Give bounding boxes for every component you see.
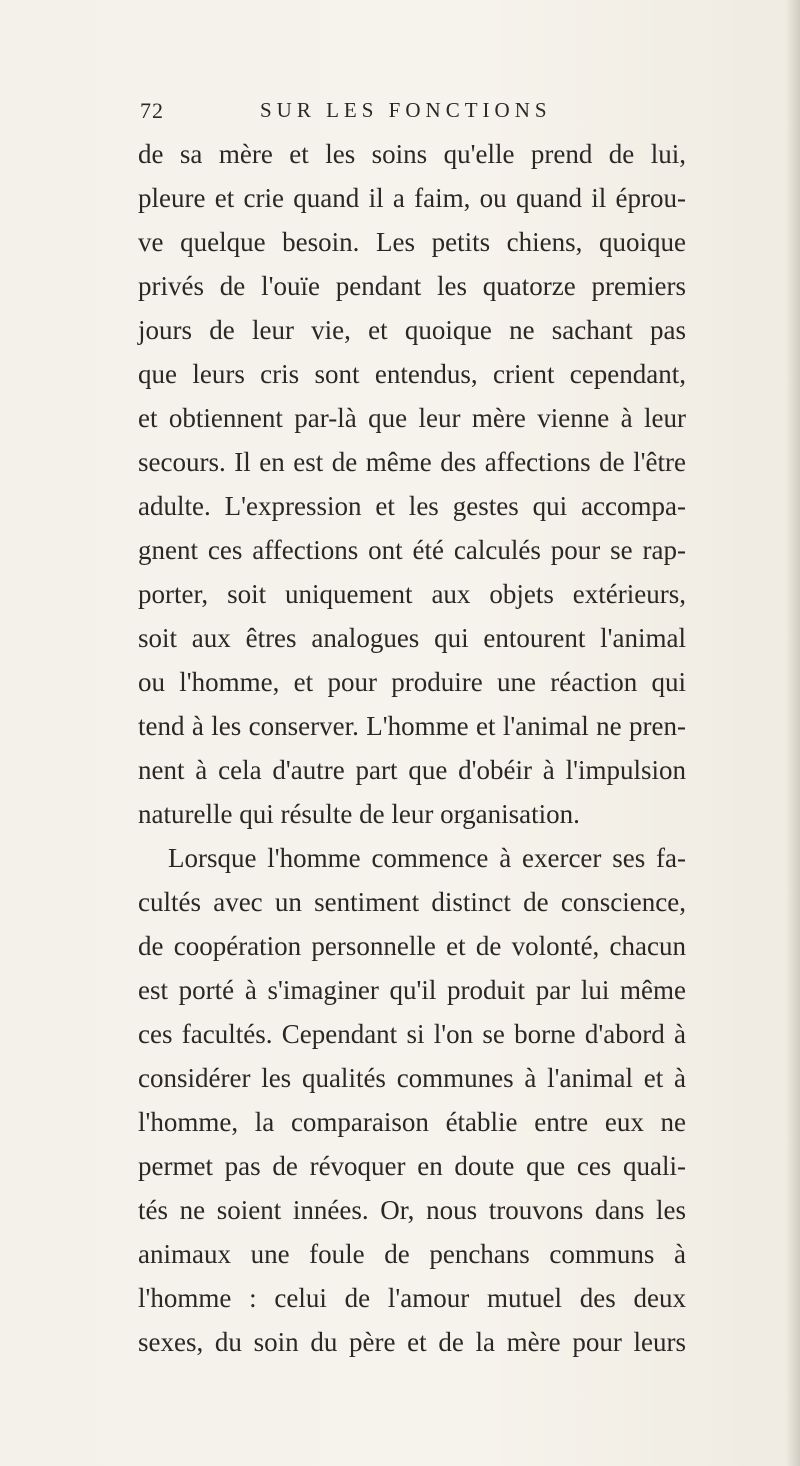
text-line: porter, soit uniquement aux objets extérieurs, — [138, 579, 686, 609]
text-line: l'homme : celui de l'amour mutuel des deux — [138, 1283, 686, 1313]
body-text — [138, 132, 686, 1364]
text-line: cultés avec un sentiment distinct de conscience, — [138, 887, 686, 917]
text-line: l'homme, la comparaison établie entre eux ne — [138, 1107, 686, 1137]
page-edge-shadow — [786, 0, 800, 1466]
text-line: tend à les conserver. L'homme et l'animal ne pren- — [138, 711, 686, 741]
page-number: 72 — [140, 98, 164, 123]
text-line: est porté à s'imaginer qu'il produit par lui même — [138, 975, 686, 1005]
text-line: ces facultés. Cependant si l'on se borne d'abord à — [138, 1019, 686, 1049]
text-line: animaux une foule de penchans communs à — [138, 1239, 686, 1269]
text-line: pleure et crie quand il a faim, ou quand il éprou- — [138, 183, 686, 213]
text-line: et obtiennent par-là que leur mère vienne à leur — [138, 403, 686, 433]
text-line: jours de leur vie, et quoique ne sachant pas — [138, 315, 686, 345]
text-line: de sa mère et les soins qu'elle prend de lui, — [138, 139, 686, 169]
text-line-paragraph-end: naturelle qui résulte de leur organisation. — [138, 799, 580, 829]
text-line: tés ne soient innées. Or, nous trouvons dans les — [138, 1195, 686, 1225]
text-line: adulte. L'expression et les gestes qui accompa- — [138, 491, 686, 521]
text-line: privés de l'ouïe pendant les quatorze premiers — [138, 271, 686, 301]
text-line: ou l'homme, et pour produire une réaction qui — [138, 667, 686, 697]
text-line: sexes, du soin du père et de la mère pour leurs — [138, 1327, 686, 1357]
text-line: considérer les qualités communes à l'animal et à — [138, 1063, 686, 1093]
text-line: secours. Il en est de même des affections de l'être — [138, 447, 686, 477]
text-line: soit aux êtres analogues qui entourent l'animal — [138, 623, 686, 653]
text-line-paragraph-start: Lorsque l'homme commence à exercer ses fa- — [168, 843, 686, 873]
running-title: SUR LES FONCTIONS — [260, 98, 552, 122]
text-line: permet pas de révoquer en doute que ces quali- — [138, 1151, 686, 1181]
text-line: ve quelque besoin. Les petits chiens, quoique — [138, 227, 686, 257]
text-line: de coopération personnelle et de volonté, chacun — [138, 931, 686, 961]
text-line: nent à cela d'autre part que d'obéir à l'impulsion — [138, 755, 686, 785]
running-head — [140, 98, 680, 130]
text-line: que leurs cris sont entendus, crient cependant, — [138, 359, 686, 389]
text-line: gnent ces affections ont été calculés pour se rap- — [138, 535, 686, 565]
